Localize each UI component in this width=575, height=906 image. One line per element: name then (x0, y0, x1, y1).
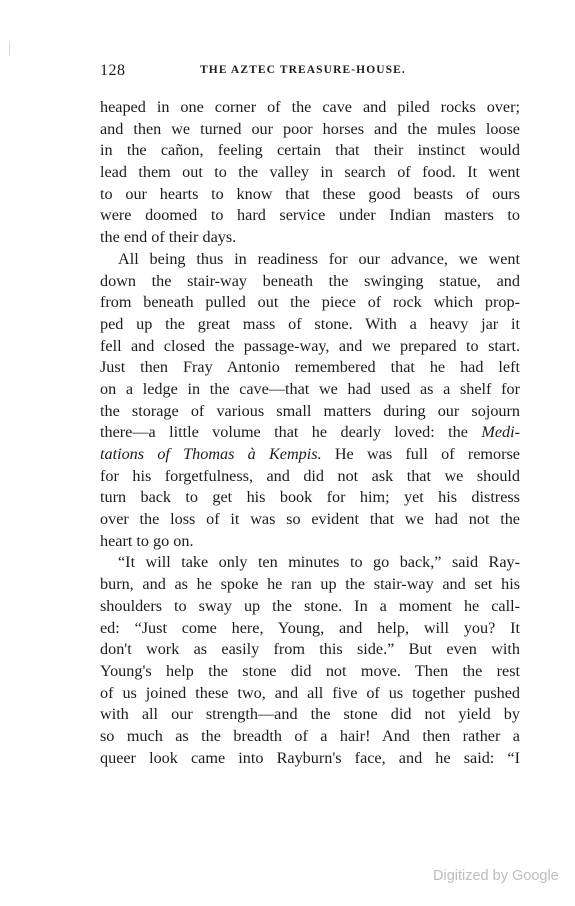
text-line: turn back to get his book for him; yet his distress (100, 488, 520, 507)
text-line: from beneath pulled out the piece of rock which prop- (100, 293, 520, 312)
text-line: fell and closed the passage-way, and we prepared to start. (100, 336, 520, 355)
text-line: heaped in one corner of the cave and piled rocks over; (100, 98, 520, 116)
text-line: the storage of various small matters during our sojourn (100, 401, 520, 420)
text-line: burn, and as he spoke he ran up the stair-way and set his (100, 575, 520, 594)
text-line: so much as the breadth of a hair! And then rather a (100, 726, 520, 745)
running-title: THE AZTEC TREASURE-HOUSE. (200, 64, 406, 76)
text-line: with all our strength—and the stone did not yield by (100, 705, 520, 724)
text-line: lead them out to the valley in search of food. It went (100, 163, 520, 182)
paragraph-first-line: All being thus in readiness for our advance, we went (118, 249, 520, 268)
line-text: there—a little volume that he dearly loved: the (100, 423, 482, 442)
text-line: Young's help the stone did not move. Then the rest (100, 661, 520, 680)
text-line: on a ledge in the cave—that we had used as a shelf for (100, 379, 520, 398)
text-line: for his forgetfulness, and did not ask that we should (100, 466, 520, 485)
book-title-italic: Medi- (481, 423, 520, 442)
text-line: of us joined these two, and all five of us together pushed (100, 683, 520, 702)
text-line: to our hearts to know that these good beasts of ours (100, 184, 520, 203)
scan-edge-mark (9, 42, 10, 56)
text-line-with-italic (100, 422, 520, 444)
text-line: queer look came into Rayburn's face, and he said: “I (100, 748, 520, 767)
paragraph-first-line: “It will take only ten minutes to go back,” said Ray- (118, 553, 520, 572)
digitized-by-watermark: Digitized by Google (433, 868, 559, 884)
text-line: shoulders to sway up the stone. In a moment he call- (100, 596, 520, 615)
text-line: were doomed to hard service under Indian masters to (100, 206, 520, 225)
text-line: ed: “Just come here, Young, and help, will you? It (100, 618, 520, 637)
text-line: don't work as easily from this side.” But even with (100, 640, 520, 659)
text-line: over the loss of it was so evident that we had not the (100, 510, 520, 529)
paragraph-end-line: heart to go on. (100, 531, 194, 550)
paragraph-end-line: the end of their days. (100, 228, 237, 247)
text-line: and then we turned our poor horses and the mules loose (100, 119, 520, 138)
text-line: ped up the great mass of stone. With a heavy jar it (100, 314, 520, 333)
text-body (100, 97, 520, 769)
text-line: in the cañon, feeling certain that their instinct would (100, 141, 520, 160)
line-text: He was full of remorse (321, 445, 520, 463)
book-title-italic: tations of Thomas à Kempis. (100, 445, 322, 463)
text-line: Just then Fray Antonio remembered that he had left (100, 358, 520, 377)
page-number: 128 (100, 62, 126, 79)
running-head (100, 62, 520, 84)
text-line-with-italic (100, 444, 520, 466)
text-line: down the stair-way beneath the swinging statue, and (100, 271, 520, 290)
